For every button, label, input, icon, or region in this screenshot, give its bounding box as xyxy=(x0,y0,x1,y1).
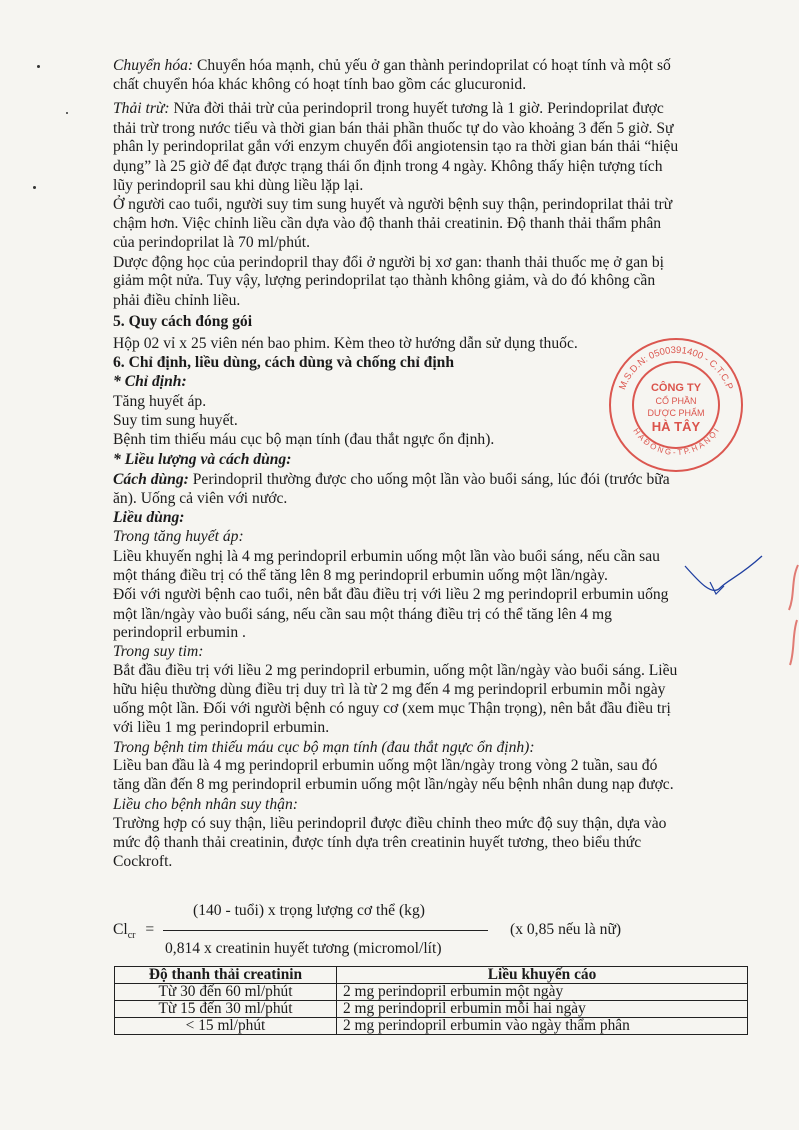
text-run: Bệnh tim thiếu máu cục bộ mạn tính (đau thắt ngực ổn định). xyxy=(113,431,495,448)
text-run: của perindoprilat là 70 ml/phút. xyxy=(113,234,311,251)
dose-table xyxy=(114,966,748,1035)
company-stamp xyxy=(606,335,746,475)
text-run: hữu hiệu thường dùng điều trị duy trì là từ 2 mg đến 4 mg perindopril erbumin mỗi ngày xyxy=(113,681,666,698)
text-line xyxy=(113,853,172,871)
edge-stamp-fragment xyxy=(785,560,799,670)
text-run: Liều ban đầu là 4 mg perindopril erbumin uống một lần/ngày trong vòng 2 tuần, sau đó xyxy=(113,757,658,774)
text-run: một lần/ngày vào buổi sáng, nếu cần sau một tháng điều trị có thể tăng lên 4 mg xyxy=(113,606,612,623)
text-run: với liều 1 mg perindopril erbumin. xyxy=(113,719,330,736)
text-run: chất chuyển hóa khác không có hoạt tính bao gồm các glucuronid. xyxy=(113,76,527,93)
stamp-line: CÔNG TY xyxy=(650,382,702,394)
formula-fraction-bar xyxy=(163,930,488,931)
scan-speck xyxy=(37,65,40,68)
text-run: Liều khuyến nghị là 4 mg perindopril erbumin uống một lần vào buổi sáng, nếu cần sau xyxy=(113,548,660,565)
text-run: Đối với người bệnh cao tuổi, nên bắt đầu điều trị với liều 2 mg perindopril erbumin uống xyxy=(113,586,669,603)
text-run: Liều cho bệnh nhân suy thận: xyxy=(113,796,298,813)
text-line xyxy=(113,335,578,353)
scan-speck xyxy=(33,186,36,189)
text-line xyxy=(113,567,608,585)
table-header-row xyxy=(115,967,748,984)
text-run: Cách dùng: xyxy=(113,471,189,488)
text-line xyxy=(113,138,678,156)
text-line xyxy=(113,177,363,195)
text-line xyxy=(113,254,664,272)
text-run: Trong tăng huyết áp: xyxy=(113,528,244,545)
text-line xyxy=(113,719,329,737)
table-cell: Từ 15 đến 30 ml/phút xyxy=(115,1001,337,1018)
text-run: Trong suy tim: xyxy=(113,643,204,660)
text-run: Dược động học của perindopril thay đổi ở người bị xơ gan: thanh thải thuốc mẹ ở gan bị xyxy=(113,254,664,271)
text-line xyxy=(113,354,454,372)
text-run: Trường hợp có suy thận, liều perindopril được điều chỉnh theo mức độ suy thận, dựa vào xyxy=(113,815,667,832)
text-run: dụng” là 25 giờ để đạt được trạng thái ổn định trong 4 ngày. Không thấy hiện tượng tích xyxy=(113,158,663,175)
text-run: Nửa đời thải trừ của perindopril trong huyết tương là 1 giờ. Perindoprilat được xyxy=(169,100,664,117)
table-row xyxy=(115,984,748,1001)
table-row xyxy=(115,1001,748,1018)
text-line xyxy=(113,292,240,310)
scan-speck xyxy=(66,112,68,114)
formula-denominator: 0,814 x creatinin huyết tương (micromol/lít) xyxy=(165,940,442,957)
text-run: 5. Quy cách đóng gói xyxy=(113,313,253,330)
table-row xyxy=(115,1018,748,1035)
text-line xyxy=(113,548,660,566)
text-line xyxy=(113,757,657,775)
text-line xyxy=(113,100,664,118)
text-run: chậm hơn. Việc chỉnh liều cần dựa vào độ thanh thải creatinin. Độ thanh thải thẩm phân xyxy=(113,215,662,232)
text-run: ăn). Uống cả viên với nước. xyxy=(113,490,288,507)
table-cell: 2 mg perindopril erbumin vào ngày thẩm phân xyxy=(337,1018,748,1035)
text-run: Hộp 02 vỉ x 25 viên nén bao phim. Kèm theo tờ hướng dẫn sử dụng thuốc. xyxy=(113,335,578,352)
text-line xyxy=(113,412,238,430)
text-line xyxy=(113,57,671,75)
text-run: Chuyển hóa mạnh, chủ yếu ở gan thành perindoprilat có hoạt tính và một số xyxy=(193,57,671,74)
formula-lhs: $Cl_{cr}$ = xyxy=(113,921,155,942)
text-run: phải điều chỉnh liều. xyxy=(113,292,241,309)
text-run: Thải trừ: xyxy=(113,100,170,117)
text-run: mức độ thanh thải creatinin, được tính dựa trên creatinin huyết tương, theo biểu thức xyxy=(113,834,642,851)
text-run: Bắt đầu điều trị với liều 2 mg perindopril erbumin, uống một lần/ngày vào buổi sáng. Liều xyxy=(113,662,678,679)
text-line xyxy=(113,624,246,642)
text-line xyxy=(113,215,661,233)
text-line xyxy=(113,490,287,508)
text-run: Suy tim sung huyết. xyxy=(113,412,238,429)
text-line xyxy=(113,509,184,527)
text-line xyxy=(113,120,673,138)
text-run: phân ly perindoprilat gắn với enzym chuyển đổi angiotensin tạo ra thời gian bán thải “hiệu xyxy=(113,138,679,155)
stamp-bottom-text: H À Đ Ô N G - T P. H À N Ộ I xyxy=(631,426,721,458)
table-cell: Từ 30 đến 60 ml/phút xyxy=(115,984,337,1001)
text-run: lũy perindopril sau khi dùng liều lặp lại. xyxy=(113,177,364,194)
stamp-ring-text: M.S.D.N: 0500391400 - C.T.C.P xyxy=(617,344,735,392)
stamp-line: HÀ TÂY xyxy=(651,419,701,434)
text-line xyxy=(113,471,670,489)
text-line xyxy=(113,313,252,331)
table-header: Độ thanh thải creatinin xyxy=(115,967,337,984)
text-run: một tháng điều trị có thể tăng lên 8 mg perindopril erbumin uống một lần/ngày. xyxy=(113,567,608,584)
formula-numerator: (140 - tuổi) x trọng lượng cơ thể (kg) xyxy=(193,902,425,919)
text-run: Trong bệnh tim thiếu máu cục bộ mạn tính (đau thắt ngực ổn định): xyxy=(113,739,535,756)
text-run: Cockroft. xyxy=(113,853,173,870)
text-line xyxy=(113,272,655,290)
text-run: 6. Chỉ định, liều dùng, cách dùng và chống chỉ định xyxy=(113,354,455,371)
formula-note: (x 0,85 nếu là nữ) xyxy=(510,921,622,938)
text-line xyxy=(113,700,671,718)
text-run: perindopril erbumin . xyxy=(113,624,246,641)
table-header: Liều khuyến cáo xyxy=(337,967,748,984)
text-line xyxy=(113,196,672,214)
signature-stroke xyxy=(680,548,770,608)
text-run: * Chỉ định: xyxy=(113,373,187,390)
text-run: * Liều lượng và cách dùng: xyxy=(113,451,292,468)
text-line xyxy=(113,643,203,661)
text-line xyxy=(113,158,663,176)
table-cell: 2 mg perindopril erbumin mỗi hai ngày xyxy=(337,1001,748,1018)
text-line xyxy=(113,586,668,604)
text-run: Liều dùng: xyxy=(113,509,185,526)
text-run: Tăng huyết áp. xyxy=(113,393,207,410)
text-line xyxy=(113,234,310,252)
text-run: Ở người cao tuổi, người suy tim sung huyết và người bệnh suy thận, perindoprilat thải trừ xyxy=(113,196,673,213)
text-line xyxy=(113,451,291,469)
stamp-line: DƯỢC PHẨM xyxy=(647,408,705,418)
text-run: uống một lần. Đối với người bệnh có nguy cơ (xem mục Thận trọng), nên bắt đầu điều trị xyxy=(113,700,671,717)
text-line xyxy=(113,681,665,699)
text-line xyxy=(113,76,526,94)
text-run: tăng dần đến 8 mg perindopril erbumin uống một lần/ngày nếu bệnh nhân dung nạp được. xyxy=(113,776,674,793)
text-line xyxy=(113,606,612,624)
text-run: Chuyển hóa: xyxy=(113,57,194,74)
text-run: Perindopril thường được cho uống một lần vào buổi sáng, lúc đói (trước bữa xyxy=(188,471,670,488)
text-line xyxy=(113,393,206,411)
text-line xyxy=(113,796,298,814)
text-line xyxy=(113,776,674,794)
text-line xyxy=(113,373,187,391)
table-cell: 2 mg perindopril erbumin một ngày xyxy=(337,984,748,1001)
text-run: giảm một nửa. Tuy vậy, lượng perindoprilat tạo thành không giảm, và do đó không cần xyxy=(113,272,656,289)
text-line xyxy=(113,528,244,546)
stamp-line: CỔ PHẦN xyxy=(655,396,697,406)
table-cell: < 15 ml/phút xyxy=(115,1018,337,1035)
text-line xyxy=(113,431,494,449)
text-run: thải trừ trong nước tiểu và thời gian bán thải phần thuốc tự do vào khoảng 3 đến 5 giờ. Sự xyxy=(113,120,674,137)
text-line xyxy=(113,739,535,757)
text-line xyxy=(113,815,666,833)
text-line xyxy=(113,662,677,680)
text-line xyxy=(113,834,641,852)
